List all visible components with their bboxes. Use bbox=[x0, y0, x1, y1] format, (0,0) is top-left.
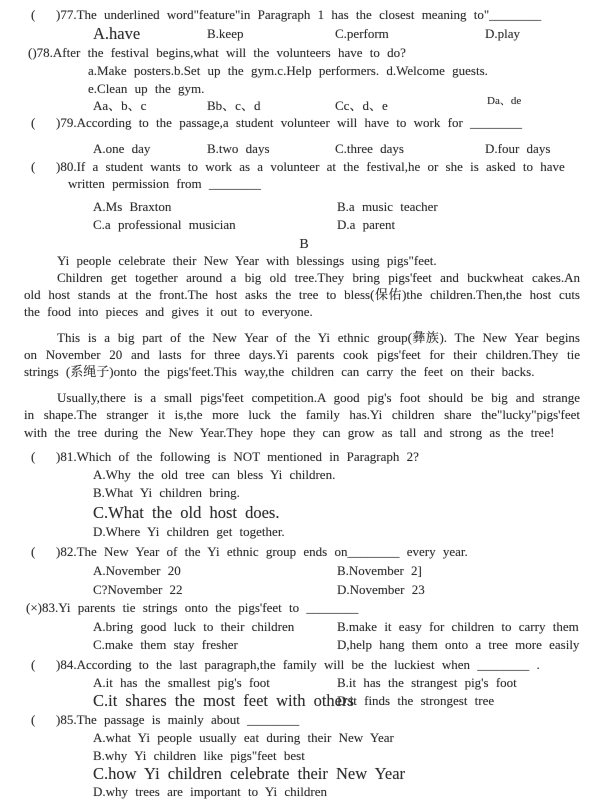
option-82-b: B.November 2] bbox=[337, 562, 422, 578]
question-80-line bbox=[0, 158, 608, 175]
passage-paragraph-4: Usually,there is a small pigs'feet competition.A good pig's foot should be big and strange in shape.The stranger it is,the more luck the family has.Yi children share the"lucky"pigs'feet with the tree during the New Year.They hope they can grow as tall and strong as the tree! bbox=[24, 390, 580, 440]
question-77-text: )77.The underlined word"feature"in Paragraph 1 has the closest meaning to"________ bbox=[56, 7, 542, 22]
question-84-options-row-2 bbox=[0, 691, 608, 711]
option-82-c: C?November 22 bbox=[93, 581, 183, 597]
answer-paren: ( bbox=[31, 7, 36, 22]
question-80-options-row-2 bbox=[0, 216, 608, 234]
option-83-b: B.make it easy for children to carry them bbox=[337, 618, 579, 634]
question-82-text: )82.The New Year of the Yi ethnic group ends on________ every year. bbox=[56, 543, 468, 559]
answer-paren: ( bbox=[31, 159, 36, 174]
option-81-b: B.What Yi children bring. bbox=[93, 484, 240, 500]
question-84-options-row-1 bbox=[0, 674, 608, 691]
question-84-line bbox=[0, 656, 608, 674]
option-78-b: Bb、c、d bbox=[207, 98, 261, 113]
option-79-a: A.one day bbox=[93, 141, 151, 156]
option-77-d: D.play bbox=[485, 26, 521, 41]
option-85-c: C.how Yi children celebrate their New Year bbox=[93, 763, 406, 783]
question-78-sub-items-1: a.Make posters.b.Set up the gym.c.Help performers. d.Welcome guests. bbox=[88, 63, 488, 78]
option-79-b: B.two days bbox=[207, 141, 270, 156]
passage-paragraph-3: This is a big part of the New Year of the Yi ethnic group(彝族). The New Year begins on November 20 and lasts for three days.Yi parents cook pigs'feet for their children.They tie strings (系绳子)onto the pigs'feet.This way,the children can carry the feet on their backs. bbox=[24, 329, 580, 380]
option-78-d: Da、de bbox=[487, 95, 522, 107]
question-78-line: ()78.After the festival begins,what will the volunteers have to do? bbox=[28, 45, 406, 60]
option-77-a: A.have bbox=[93, 24, 141, 43]
answer-paren: ( bbox=[31, 543, 36, 559]
question-83-options-row-1 bbox=[0, 618, 608, 636]
option-85-d: D.why trees are important to Yi children bbox=[93, 783, 327, 799]
option-80-a: A.Ms Braxton bbox=[93, 199, 172, 214]
question-79-text: )79.According to the passage,a student volunteer will have to work for ________ bbox=[56, 115, 523, 130]
question-79-options bbox=[0, 140, 608, 158]
option-83-a: A.bring good luck to their children bbox=[93, 618, 295, 634]
option-80-b: B.a music teacher bbox=[337, 199, 438, 214]
question-79-line bbox=[0, 114, 608, 132]
question-85-text: )85.The passage is mainly about ________ bbox=[56, 711, 300, 727]
question-83-line: (×)83.Yi parents tie strings onto the pigs'feet to ________ bbox=[26, 599, 359, 615]
question-85-line bbox=[0, 711, 608, 729]
option-84-a: A.it has the smallest pig's foot bbox=[93, 674, 270, 690]
question-80-text: )80.If a student wants to work as a volunteer at the festival,he or she is asked to have bbox=[56, 159, 565, 174]
question-80-line-2 bbox=[0, 175, 608, 193]
option-82-a: A.November 20 bbox=[93, 562, 181, 578]
question-80-text-2: written permission from ________ bbox=[68, 176, 261, 191]
answer-paren: ( bbox=[31, 115, 36, 130]
option-84-c: C.it shares the most feet with others bbox=[93, 690, 354, 710]
question-78-sub-items-2: e.Clean up the gym. bbox=[88, 81, 205, 96]
option-84-d: D.it finds the strongest tree bbox=[337, 692, 495, 708]
question-77-line bbox=[0, 6, 608, 24]
option-83-c: C.make them stay fresher bbox=[93, 636, 238, 652]
option-83-d: D,help hang them onto a tree more easily bbox=[337, 636, 580, 652]
question-84-text: )84.According to the last paragraph,the family will be the luckiest when ________ . bbox=[56, 656, 540, 672]
question-81-line bbox=[0, 448, 608, 466]
option-78-c: Cc、d、e bbox=[335, 98, 388, 113]
question-78-options bbox=[0, 95, 608, 114]
question-82-line bbox=[0, 543, 608, 561]
answer-paren: ( bbox=[31, 656, 36, 672]
option-84-b: B.it has the strangest pig's foot bbox=[337, 674, 517, 690]
question-80-options-row-1 bbox=[0, 198, 608, 216]
option-81-d: D.Where Yi children get together. bbox=[93, 523, 285, 539]
question-82-options-row-2 bbox=[0, 581, 608, 599]
passage-paragraph-1: Yi people celebrate their New Year with blessings using pigs"feet. bbox=[57, 253, 437, 268]
answer-paren: ( bbox=[31, 711, 36, 727]
option-79-d: D.four days bbox=[485, 141, 551, 156]
option-80-d: D.a parent bbox=[337, 217, 396, 232]
option-85-a: A.what Yi people usually eat during their New Year bbox=[93, 729, 394, 745]
option-80-c: C.a professional musician bbox=[93, 217, 236, 232]
answer-paren: ( bbox=[31, 448, 36, 464]
question-77-options bbox=[0, 24, 608, 44]
option-78-a: Aa、b、c bbox=[93, 98, 147, 113]
option-81-a: A.Why the old tree can bless Yi children. bbox=[93, 466, 336, 482]
option-81-c: C.What the old host does. bbox=[93, 502, 280, 522]
question-81-text: )81.Which of the following is NOT mentioned in Paragraph 2? bbox=[56, 448, 419, 464]
section-b-heading: B bbox=[299, 237, 309, 252]
option-85-b: B.why Yi children like pigs"feet best bbox=[93, 747, 305, 763]
option-77-b: B.keep bbox=[207, 26, 244, 41]
option-82-d: D.November 23 bbox=[337, 581, 425, 597]
option-77-c: C.perform bbox=[335, 26, 389, 41]
option-79-c: C.three days bbox=[335, 141, 404, 156]
passage-paragraph-2: Children get together around a big old tree.They bring pigs'feet and buckwheat cakes.An old host stands at the front.The host asks the tree to bless(保佑)the children.Then,the host cuts the food into pieces and gives it out to everyone. bbox=[24, 270, 580, 320]
question-82-options-row-1 bbox=[0, 561, 608, 581]
question-83-options-row-2 bbox=[0, 636, 608, 654]
